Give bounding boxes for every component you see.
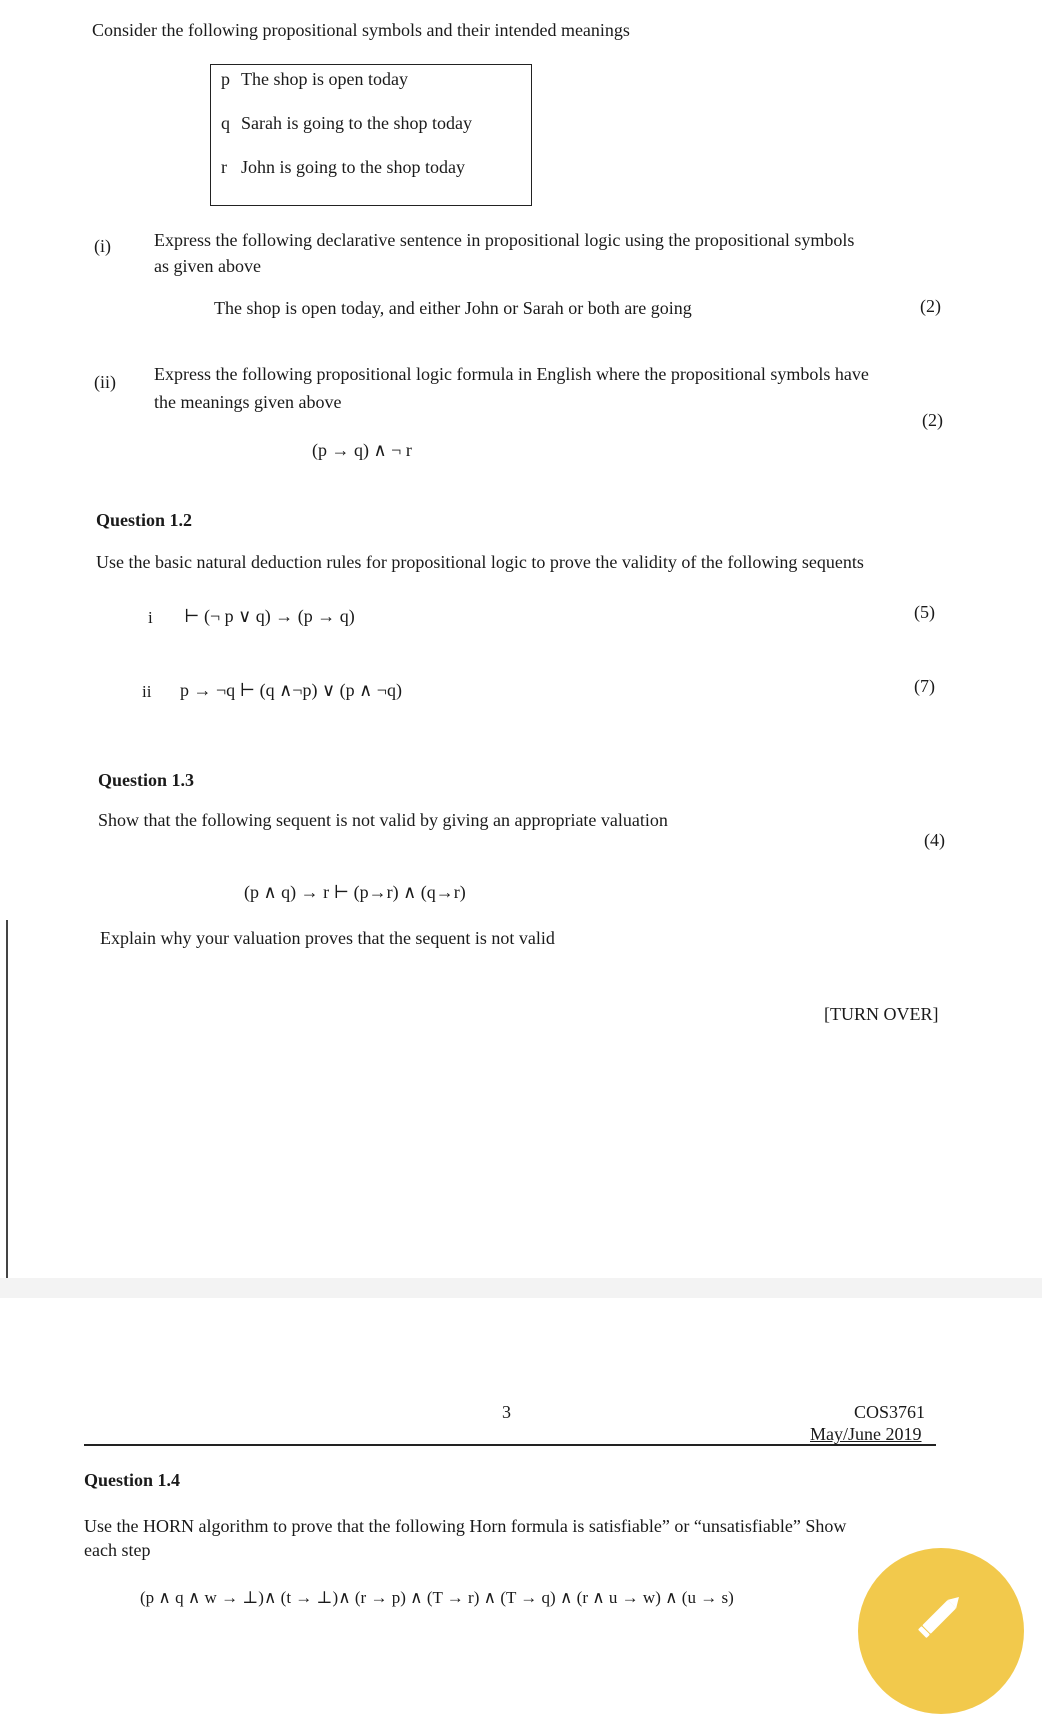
question-1-4-instruction-line1: Use the HORN algorithm to prove that the following Horn formula is satisfiable” or “unsatisfiable” Show — [84, 1516, 847, 1536]
part-i-instruction-line1: Express the following declarative sentence in propositional logic using the propositional symbols — [154, 230, 855, 250]
sequent-ii: p → ¬q ⊢ (q ∧¬p) ∨ (p ∧ ¬q) — [180, 680, 402, 700]
symbol-meaning: Sarah is going to the shop today — [241, 113, 472, 133]
symbol-meaning: The shop is open today — [241, 69, 408, 89]
part-ii-formula: (p → q) ∧ ¬ r — [312, 440, 412, 460]
exam-date: May/June 2019 — [810, 1424, 922, 1444]
part-ii-label: (ii) — [94, 372, 116, 392]
question-1-3-instruction: Show that the following sequent is not valid by giving an appropriate valuation — [98, 810, 668, 830]
part-ii-instruction-line1: Express the following propositional logic formula in English where the propositional symbols have — [154, 364, 869, 384]
question-1-3-sequent: (p ∧ q) → r ⊢ (p→r) ∧ (q→r) — [244, 882, 466, 902]
part-i-label: (i) — [94, 236, 111, 256]
question-1-3-marks: (4) — [924, 830, 945, 850]
part-ii-instruction-line2: the meanings given above — [154, 392, 342, 412]
part-ii-marks: (2) — [922, 410, 943, 430]
question-1-2-title: Question 1.2 — [96, 510, 193, 530]
question-1-4-title: Question 1.4 — [84, 1470, 181, 1490]
sequent-i: ⊢ (¬ p ∨ q) → (p → q) — [184, 606, 355, 626]
footer-divider — [84, 1444, 936, 1446]
part-i-marks: (2) — [920, 296, 941, 316]
symbol-row-r — [221, 157, 465, 178]
sequent-ii-label: ii — [142, 682, 152, 701]
question-1-4-instruction-line2: each step — [84, 1540, 151, 1560]
sequent-i-label: i — [148, 608, 153, 627]
sequent-ii-marks: (7) — [914, 676, 935, 696]
page-number: 3 — [502, 1402, 511, 1422]
symbol-meaning: John is going to the shop today — [241, 157, 465, 177]
symbol-letter: p — [221, 69, 230, 89]
part-i-instruction-line2: as given above — [154, 256, 261, 276]
pencil-icon — [912, 1584, 972, 1644]
sequent-i-marks: (5) — [914, 602, 935, 622]
symbol-letter: q — [221, 113, 230, 133]
course-code: COS3761 — [854, 1402, 926, 1422]
edit-button[interactable] — [858, 1548, 1024, 1714]
symbols-table — [210, 64, 532, 206]
symbol-row-p — [221, 69, 408, 90]
question-1-2-instruction: Use the basic natural deduction rules for propositional logic to prove the validity of the following sequents — [96, 552, 864, 572]
page-break — [0, 1278, 1042, 1298]
question-1-3-explain: Explain why your valuation proves that the sequent is not valid — [100, 928, 555, 948]
intro-text: Consider the following propositional symbols and their intended meanings — [92, 20, 630, 40]
symbol-letter: r — [221, 157, 227, 177]
horn-formula: (p ∧ q ∧ w → ⊥)∧ (t → ⊥)∧ (r → p) ∧ (T → r) ∧ (T → q) ∧ (r ∧ u → w) ∧ (u → s) — [140, 1588, 734, 1607]
symbol-row-q — [221, 113, 472, 134]
turn-over: [TURN OVER] — [824, 1004, 939, 1024]
scan-edge-line — [6, 920, 8, 1278]
question-1-3-title: Question 1.3 — [98, 770, 195, 790]
part-i-sentence: The shop is open today, and either John or Sarah or both are going — [214, 298, 692, 318]
